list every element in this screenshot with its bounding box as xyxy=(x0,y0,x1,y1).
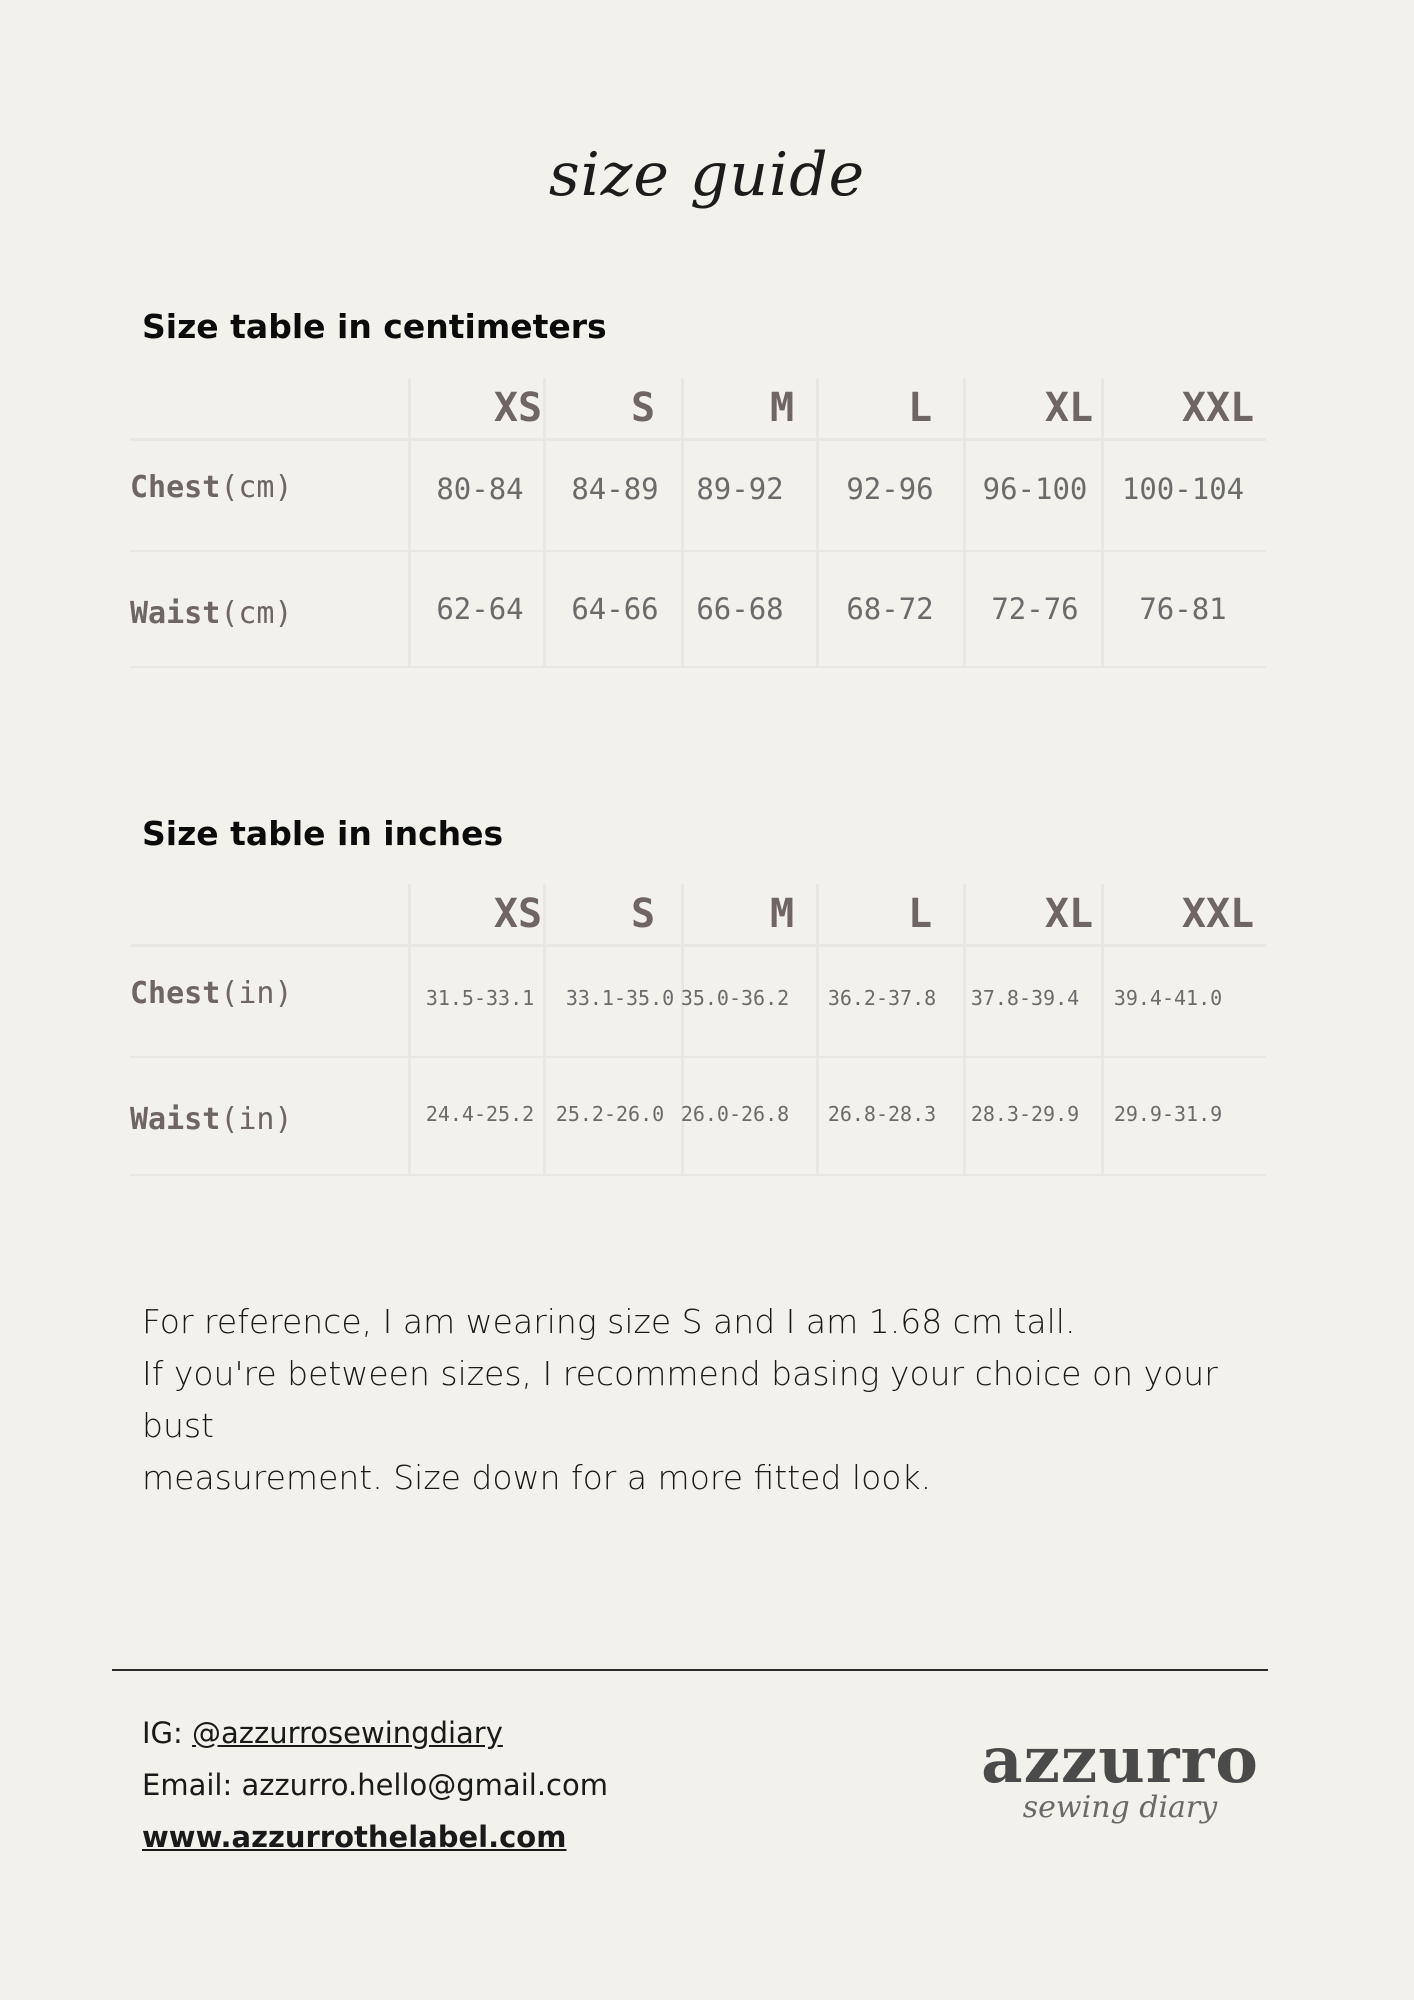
table-cell: 92-96 xyxy=(846,472,934,506)
table-cell: 29.9-31.9 xyxy=(1113,1102,1223,1126)
instagram-line xyxy=(142,1716,503,1750)
brand-logo xyxy=(960,1723,1280,1825)
table-cell: 26.8-28.3 xyxy=(827,1102,937,1126)
fit-note-line: If you're between sizes, I recommend basing your choice on your bust xyxy=(142,1354,1218,1445)
size-header-m: M xyxy=(769,891,795,937)
instagram-link[interactable]: @azzurrosewingdiary xyxy=(192,1716,503,1750)
table-cell: 80-84 xyxy=(436,472,524,506)
table-cell: 25.2-26.0 xyxy=(555,1102,665,1126)
row-label-chest: Chest(in) xyxy=(130,976,293,1011)
size-header-s: S xyxy=(630,891,656,937)
page-title: size guide xyxy=(548,140,866,210)
size-header-s: S xyxy=(630,385,656,431)
table-cell: 31.5-33.1 xyxy=(425,986,535,1010)
size-header-l: L xyxy=(907,385,933,431)
table-cell: 100-104 xyxy=(1121,472,1245,506)
row-label-chest: Chest(cm) xyxy=(130,470,293,505)
table-cell: 26.0-26.8 xyxy=(680,1102,790,1126)
row-label-waist: Waist(in) xyxy=(130,1102,293,1137)
table-cell: 62-64 xyxy=(436,592,524,626)
footer-divider xyxy=(112,1669,1268,1671)
table-cell: 76-81 xyxy=(1139,592,1227,626)
table-cell: 33.1-35.0 xyxy=(565,986,675,1010)
table-cell: 89-92 xyxy=(696,472,784,506)
size-header-m: M xyxy=(769,385,795,431)
table-cell: 36.2-37.8 xyxy=(827,986,937,1010)
table-cell: 84-89 xyxy=(571,472,659,506)
brand-tagline: sewing diary xyxy=(1022,1790,1218,1825)
website-link[interactable]: www.azzurrothelabel.com xyxy=(142,1820,567,1854)
table-cell: 37.8-39.4 xyxy=(970,986,1080,1010)
row-label-waist: Waist(cm) xyxy=(130,596,293,631)
column-divider xyxy=(408,884,411,1176)
size-header-xxl: XXL xyxy=(1181,385,1255,431)
table-cell: 66-68 xyxy=(696,592,784,626)
fit-notes xyxy=(142,1296,1292,1504)
table-cell: 96-100 xyxy=(982,472,1088,506)
size-header-xl: XL xyxy=(1044,891,1094,937)
table-cell: 28.3-29.9 xyxy=(970,1102,1080,1126)
inch-table-heading: Size table in inches xyxy=(142,814,504,853)
table-cell: 64-66 xyxy=(571,592,659,626)
size-header-xs: XS xyxy=(493,891,543,937)
cm-size-table xyxy=(130,378,1266,668)
table-cell: 24.4-25.2 xyxy=(425,1102,535,1126)
fit-note-line: measurement. Size down for a more fitted look. xyxy=(142,1458,932,1497)
table-cell: 68-72 xyxy=(846,592,934,626)
website-line xyxy=(142,1820,566,1854)
table-cell: 72-76 xyxy=(991,592,1079,626)
size-header-l: L xyxy=(907,891,933,937)
size-header-xs: XS xyxy=(493,385,543,431)
size-header-xl: XL xyxy=(1044,385,1094,431)
brand-name: azzurro xyxy=(981,1723,1259,1798)
inch-size-table xyxy=(130,884,1266,1176)
size-header-xxl: XXL xyxy=(1181,891,1255,937)
cm-table-heading: Size table in centimeters xyxy=(142,307,607,346)
table-cell: 39.4-41.0 xyxy=(1113,986,1223,1010)
table-cell: 35.0-36.2 xyxy=(680,986,790,1010)
instagram-label: IG: xyxy=(142,1716,193,1750)
email-line: Email: azzurro.hello@gmail.com xyxy=(142,1768,608,1802)
fit-note-line: For reference, I am wearing size S and I am 1.68 cm tall. xyxy=(142,1302,1076,1341)
